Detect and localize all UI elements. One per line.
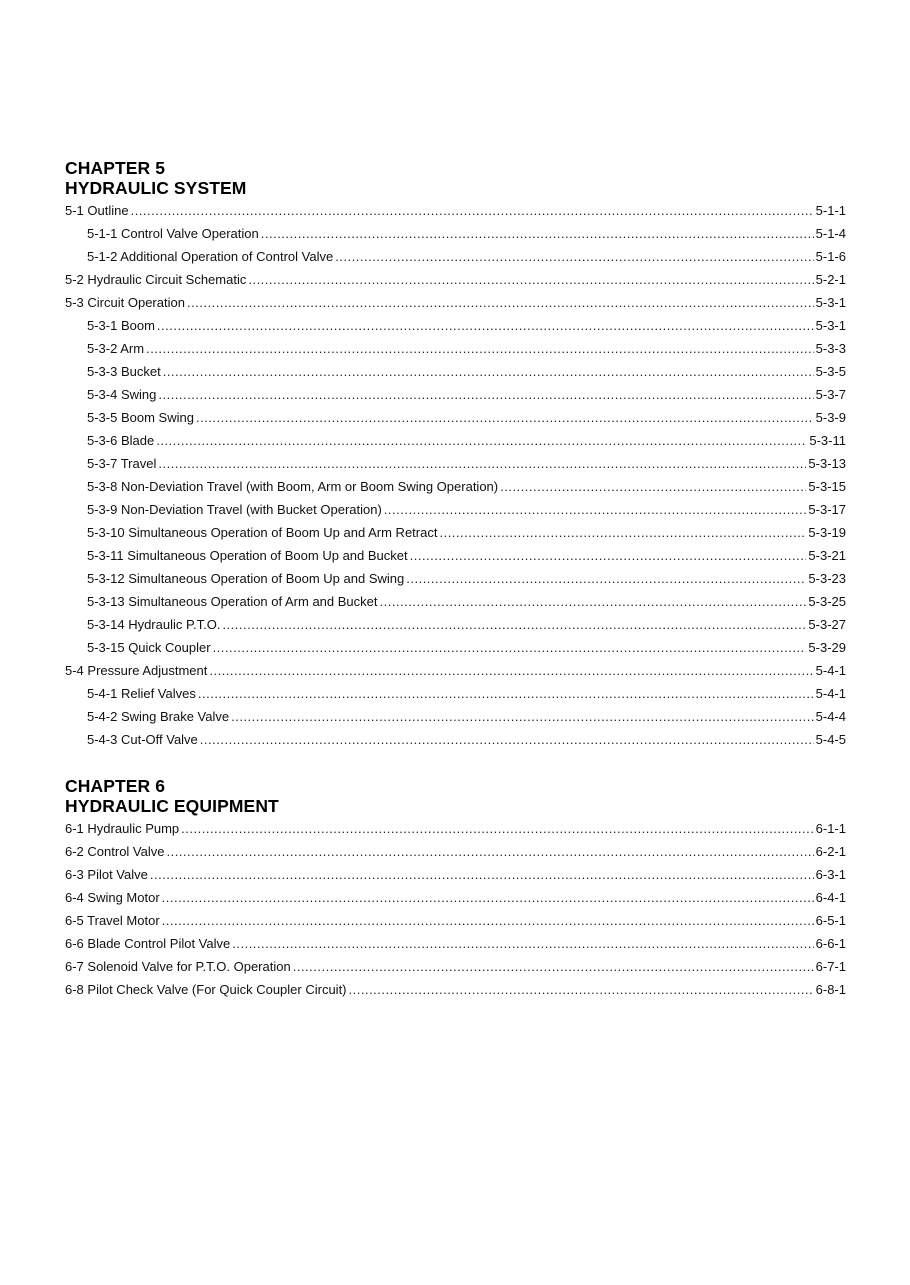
chapter-6-section bbox=[65, 776, 846, 1001]
toc-entry-page-number: 5-3-27 bbox=[808, 617, 846, 632]
dot-leader bbox=[131, 199, 814, 222]
dot-leader bbox=[222, 613, 806, 636]
toc-entry[interactable] bbox=[65, 955, 846, 978]
toc-entry-label: 5-3-10 Simultaneous Operation of Boom Up and Arm Retract bbox=[87, 525, 438, 540]
table-of-contents-page bbox=[65, 158, 846, 1001]
dot-leader bbox=[158, 383, 813, 406]
dot-leader bbox=[181, 817, 813, 840]
toc-entry-label: 5-2 Hydraulic Circuit Schematic bbox=[65, 272, 247, 287]
toc-entry[interactable] bbox=[65, 978, 846, 1001]
toc-entry-page-number: 5-3-1 bbox=[815, 295, 846, 310]
toc-entry[interactable] bbox=[65, 521, 846, 544]
dot-leader bbox=[261, 222, 814, 245]
toc-entry[interactable] bbox=[65, 544, 846, 567]
toc-entry-label: 5-4-1 Relief Valves bbox=[87, 686, 196, 701]
toc-list bbox=[65, 817, 846, 1001]
dot-leader bbox=[380, 590, 807, 613]
toc-entry-page-number: 5-3-23 bbox=[808, 571, 846, 586]
toc-entry-label: 5-3-11 Simultaneous Operation of Boom Up and Bucket bbox=[87, 548, 408, 563]
dot-leader bbox=[231, 705, 814, 728]
toc-list bbox=[65, 199, 846, 751]
dot-leader bbox=[439, 521, 806, 544]
toc-entry[interactable] bbox=[65, 636, 846, 659]
dot-leader bbox=[150, 863, 814, 886]
toc-entry-label: 5-1 Outline bbox=[65, 203, 129, 218]
toc-entry-page-number: 5-3-11 bbox=[809, 433, 846, 448]
toc-entry[interactable] bbox=[65, 567, 846, 590]
toc-entry-label: 5-3-8 Non-Deviation Travel (with Boom, Arm or Boom Swing Operation) bbox=[87, 479, 499, 494]
toc-entry-page-number: 6-1-1 bbox=[815, 821, 846, 836]
toc-entry-page-number: 5-3-7 bbox=[815, 387, 846, 402]
toc-entry-page-number: 5-3-5 bbox=[815, 364, 846, 379]
toc-entry-label: 6-3 Pilot Valve bbox=[65, 867, 148, 882]
toc-entry-label: 5-3-13 Simultaneous Operation of Arm and Bucket bbox=[87, 594, 378, 609]
toc-entry-label: 5-3-1 Boom bbox=[87, 318, 155, 333]
toc-entry[interactable] bbox=[65, 291, 846, 314]
toc-entry[interactable] bbox=[65, 932, 846, 955]
toc-entry-page-number: 5-3-1 bbox=[815, 318, 846, 333]
toc-entry-page-number: 6-7-1 bbox=[815, 959, 846, 974]
toc-entry[interactable] bbox=[65, 886, 846, 909]
toc-entry[interactable] bbox=[65, 613, 846, 636]
dot-leader bbox=[157, 314, 814, 337]
toc-entry-label: 5-1-2 Additional Operation of Control Valve bbox=[87, 249, 334, 264]
toc-entry-label: 5-3-6 Blade bbox=[87, 433, 155, 448]
toc-entry[interactable] bbox=[65, 337, 846, 360]
toc-entry-page-number: 5-2-1 bbox=[815, 272, 846, 287]
toc-entry[interactable] bbox=[65, 406, 846, 429]
toc-entry[interactable] bbox=[65, 383, 846, 406]
toc-entry-page-number: 5-3-29 bbox=[808, 640, 846, 655]
toc-entry-page-number: 5-4-5 bbox=[815, 732, 846, 747]
dot-leader bbox=[410, 544, 807, 567]
toc-entry-label: 6-1 Hydraulic Pump bbox=[65, 821, 180, 836]
toc-entry[interactable] bbox=[65, 360, 846, 383]
toc-entry[interactable] bbox=[65, 498, 846, 521]
dot-leader bbox=[349, 978, 814, 1001]
toc-entry-label: 5-3-15 Quick Coupler bbox=[87, 640, 211, 655]
dot-leader bbox=[163, 360, 814, 383]
dot-leader bbox=[500, 475, 806, 498]
dot-leader bbox=[158, 452, 806, 475]
toc-entry-page-number: 6-4-1 bbox=[815, 890, 846, 905]
toc-entry-label: 5-4-3 Cut-Off Valve bbox=[87, 732, 198, 747]
toc-entry-page-number: 5-3-9 bbox=[815, 410, 846, 425]
dot-leader bbox=[196, 406, 814, 429]
dot-leader bbox=[213, 636, 807, 659]
toc-entry[interactable] bbox=[65, 314, 846, 337]
dot-leader bbox=[384, 498, 807, 521]
toc-entry-label: 5-3-7 Travel bbox=[87, 456, 157, 471]
toc-entry[interactable] bbox=[65, 840, 846, 863]
toc-entry[interactable] bbox=[65, 590, 846, 613]
dot-leader bbox=[162, 909, 814, 932]
toc-entry[interactable] bbox=[65, 268, 846, 291]
toc-entry-page-number: 5-4-1 bbox=[815, 686, 846, 701]
toc-entry-page-number: 6-5-1 bbox=[815, 913, 846, 928]
dot-leader bbox=[166, 840, 813, 863]
toc-entry-label: 5-3-3 Bucket bbox=[87, 364, 161, 379]
toc-entry-label: 5-4 Pressure Adjustment bbox=[65, 663, 208, 678]
toc-entry-page-number: 6-3-1 bbox=[815, 867, 846, 882]
toc-entry-page-number: 6-8-1 bbox=[815, 982, 846, 997]
toc-entry-page-number: 5-4-1 bbox=[815, 663, 846, 678]
toc-entry[interactable] bbox=[65, 659, 846, 682]
chapter-title: HYDRAULIC EQUIPMENT bbox=[65, 796, 279, 816]
dot-leader bbox=[200, 728, 814, 751]
toc-entry-page-number: 5-3-15 bbox=[808, 479, 846, 494]
toc-entry-label: 5-3-14 Hydraulic P.T.O. bbox=[87, 617, 221, 632]
dot-leader bbox=[232, 932, 813, 955]
toc-entry[interactable] bbox=[65, 705, 846, 728]
toc-entry-page-number: 5-3-3 bbox=[815, 341, 846, 356]
dot-leader bbox=[156, 429, 807, 452]
toc-entry[interactable] bbox=[65, 452, 846, 475]
toc-entry-page-number: 5-4-4 bbox=[815, 709, 846, 724]
toc-entry-label: 6-7 Solenoid Valve for P.T.O. Operation bbox=[65, 959, 291, 974]
toc-entry-page-number: 5-3-13 bbox=[808, 456, 846, 471]
toc-entry-page-number: 6-6-1 bbox=[815, 936, 846, 951]
dot-leader bbox=[293, 955, 814, 978]
dot-leader bbox=[162, 886, 814, 909]
dot-leader bbox=[335, 245, 813, 268]
toc-entry[interactable] bbox=[65, 863, 846, 886]
toc-entry-page-number: 5-3-17 bbox=[808, 502, 846, 517]
dot-leader bbox=[187, 291, 814, 314]
toc-entry-page-number: 5-1-6 bbox=[815, 249, 846, 264]
toc-entry-label: 5-3-2 Arm bbox=[87, 341, 145, 356]
toc-entry[interactable] bbox=[65, 475, 846, 498]
toc-entry-label: 6-5 Travel Motor bbox=[65, 913, 160, 928]
toc-entry[interactable] bbox=[65, 682, 846, 705]
toc-entry-page-number: 6-2-1 bbox=[815, 844, 846, 859]
toc-entry-page-number: 5-3-21 bbox=[808, 548, 846, 563]
dot-leader bbox=[406, 567, 806, 590]
toc-entry-page-number: 5-3-19 bbox=[808, 525, 846, 540]
toc-entry[interactable] bbox=[65, 429, 846, 452]
toc-entry-label: 5-3 Circuit Operation bbox=[65, 295, 185, 310]
toc-entry[interactable] bbox=[65, 245, 846, 268]
toc-entry-label: 6-8 Pilot Check Valve (For Quick Coupler Circuit) bbox=[65, 982, 347, 997]
toc-entry-page-number: 5-1-1 bbox=[815, 203, 846, 218]
toc-entry-label: 5-3-9 Non-Deviation Travel (with Bucket Operation) bbox=[87, 502, 382, 517]
toc-entry-label: 6-2 Control Valve bbox=[65, 844, 165, 859]
toc-entry[interactable] bbox=[65, 728, 846, 751]
chapter-title: HYDRAULIC SYSTEM bbox=[65, 178, 247, 198]
toc-entry-label: 5-4-2 Swing Brake Valve bbox=[87, 709, 230, 724]
dot-leader bbox=[209, 659, 813, 682]
toc-entry-page-number: 5-3-25 bbox=[808, 594, 846, 609]
toc-entry-label: 5-3-12 Simultaneous Operation of Boom Up and Swing bbox=[87, 571, 405, 586]
dot-leader bbox=[198, 682, 814, 705]
dot-leader bbox=[146, 337, 814, 360]
toc-entry-label: 5-3-5 Boom Swing bbox=[87, 410, 194, 425]
toc-entry[interactable] bbox=[65, 909, 846, 932]
toc-entry-label: 5-3-4 Swing bbox=[87, 387, 157, 402]
toc-entry[interactable] bbox=[65, 222, 846, 245]
dot-leader bbox=[248, 268, 813, 291]
toc-entry-label: 6-4 Swing Motor bbox=[65, 890, 160, 905]
toc-entry[interactable] bbox=[65, 199, 846, 222]
toc-entry-page-number: 5-1-4 bbox=[815, 226, 846, 241]
toc-entry-label: 6-6 Blade Control Pilot Valve bbox=[65, 936, 231, 951]
toc-entry-label: 5-1-1 Control Valve Operation bbox=[87, 226, 259, 241]
toc-entry[interactable] bbox=[65, 817, 846, 840]
chapter-number: CHAPTER 6 bbox=[65, 776, 166, 796]
chapter-5-section bbox=[65, 158, 846, 751]
chapter-number: CHAPTER 5 bbox=[65, 158, 166, 178]
